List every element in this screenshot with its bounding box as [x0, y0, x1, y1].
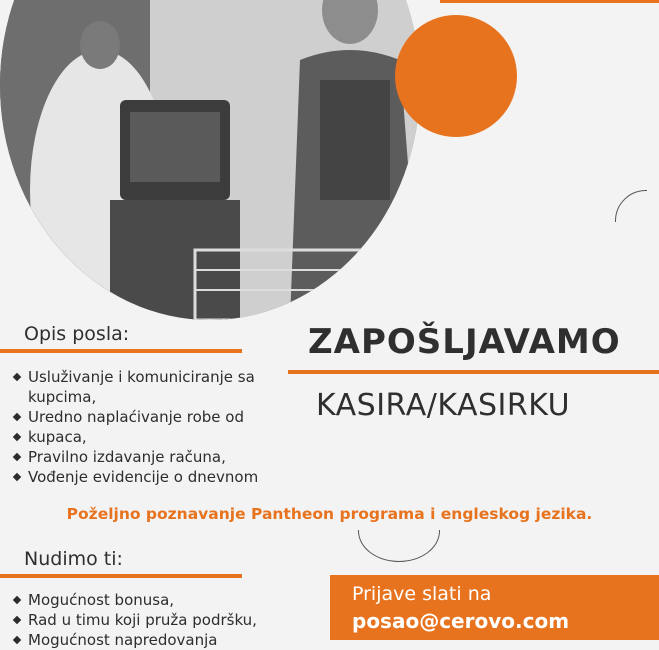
list-item: Mogućnost bonusa,	[12, 590, 257, 610]
top-accent-bar	[440, 0, 659, 3]
preferred-skills-note: Poželjno poznavanje Pantheon programa i engleskog jezika.	[66, 505, 593, 523]
orange-accent-circle	[395, 15, 517, 137]
job-description-title: Opis posla:	[24, 323, 130, 345]
headline-rule	[288, 370, 659, 374]
list-item: kupcima,	[28, 388, 97, 406]
cashier-photo	[0, 0, 420, 320]
list-item: kupaca,	[12, 427, 258, 447]
list-item: Vođenje evidencije o dnevnom	[12, 467, 258, 487]
job-description-list	[12, 367, 258, 487]
offer-title: Nudimo ti:	[24, 548, 123, 570]
cashier-photo-illustration	[0, 0, 420, 320]
list-item: Usluživanje i komuniciranje sa	[12, 367, 258, 387]
decorative-arc	[615, 190, 659, 252]
list-item: Uredno naplaćivanje robe od	[12, 407, 258, 427]
position-title: KASIRA/KASIRKU	[316, 388, 571, 423]
application-email-link[interactable]: posao@cerovo.com	[352, 609, 570, 633]
application-box	[330, 575, 659, 640]
offer-list	[12, 590, 257, 650]
list-item: Rad u timu koji pruža podršku,	[12, 610, 257, 630]
job-description-rule	[0, 349, 242, 353]
page-headline: ZAPOŠLJAVAMO	[308, 322, 621, 362]
list-item: Pravilno izdavanje računa,	[12, 447, 258, 467]
application-label: Prijave slati na	[352, 583, 492, 605]
list-item: Mogućnost napredovanja	[12, 630, 257, 650]
offer-rule	[0, 574, 242, 578]
